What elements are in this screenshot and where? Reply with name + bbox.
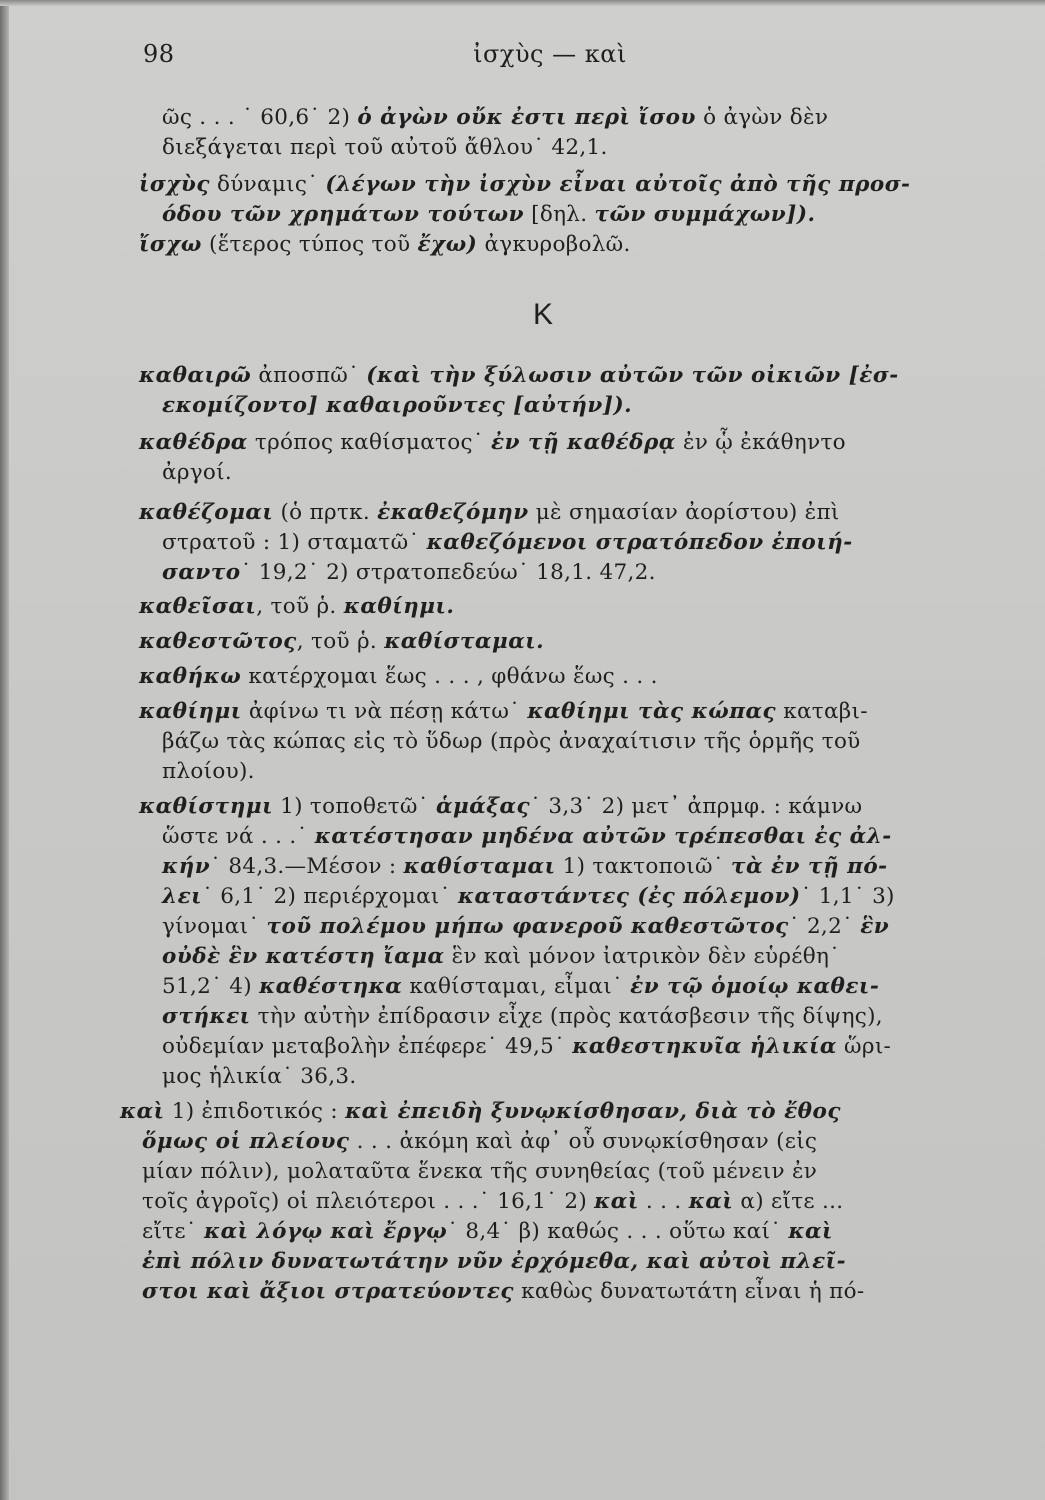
- gloss-text: ῶς . . . ˙ 60,6˙ 2): [162, 105, 358, 130]
- headword: ὅμως οἱ πλείους: [142, 1129, 350, 1154]
- gloss-text: ὁ ἀγὼν δὲν: [695, 105, 829, 130]
- text-line: [142, 1247, 846, 1277]
- gloss-text: . . .: [638, 1189, 689, 1214]
- headword: καὶ: [120, 1099, 165, 1124]
- gloss-text: α) εἴτε ...: [733, 1189, 844, 1214]
- gloss-text: [δηλ.: [524, 202, 595, 227]
- headword: καθίημι τὰς κώπας: [527, 699, 777, 724]
- text-line: [139, 627, 544, 657]
- text-line: [162, 852, 888, 882]
- text-line: [139, 662, 658, 692]
- headword: καὶ λόγῳ καὶ ἔργῳ: [204, 1219, 448, 1244]
- headword: καθεστῶτος: [139, 629, 297, 654]
- headword: κατέστησαν μηδένα αὐτῶν τρέπεσθαι ἐς ἀλ-: [314, 824, 892, 849]
- headword: καθίσταμαι.: [384, 629, 545, 654]
- gloss-text: ˙ 2,2˙: [788, 914, 861, 939]
- gloss-text: 51,2˙ 4): [162, 974, 260, 999]
- text-line: [162, 200, 816, 230]
- gloss-text: γίνομαι˙: [162, 914, 267, 939]
- gloss-text: 1) τακτοποιῶ˙: [555, 854, 732, 879]
- headword: ἁμάξας: [435, 794, 531, 819]
- text-line: [139, 361, 899, 391]
- text-line: [162, 972, 879, 1002]
- headword: καθίσταμαι: [403, 854, 556, 879]
- section-letter: Κ: [533, 298, 554, 331]
- text-line: [142, 1127, 817, 1157]
- headword: τὰ ἐν τῇ πό-: [731, 854, 888, 879]
- gloss-text: ˙ 19,2˙ 2) στρατοπεδεύω˙ 18,1. 47,2.: [240, 560, 656, 585]
- text-line: [139, 792, 862, 822]
- headword: καθίστημι: [139, 794, 273, 819]
- gloss-text: ἀφίνω τι νὰ πέσῃ κάτω˙: [241, 699, 528, 724]
- headword: καθέζομαι: [139, 500, 274, 525]
- text-line: [162, 1002, 883, 1032]
- headword: (λέγων τὴν ἰσχὺν εἶναι αὐτοῖς ἀπὸ τῆς προσ-: [325, 172, 911, 197]
- text-line: [162, 727, 861, 757]
- text-line: [162, 558, 656, 588]
- text-line: [162, 822, 892, 852]
- text-line: [139, 428, 846, 458]
- headword: ἔχω): [417, 232, 478, 257]
- gloss-text: τρόπος καθίσματος˙: [247, 430, 491, 455]
- headword: ἐκαθεζόμην: [377, 500, 529, 525]
- headword: καθίημι.: [343, 594, 455, 619]
- headword: λει: [162, 884, 203, 909]
- gloss-text: βάζω τὰς κώπας εἰς τὸ ὕδωρ (πρὸς ἀναχαίτισιν τῆς ὁρμῆς τοῦ: [162, 729, 861, 754]
- gloss-text: , τοῦ ῥ.: [256, 594, 344, 619]
- gloss-text: μος ἡλικία˙ 36,3.: [162, 1064, 357, 1089]
- gloss-text: ἐν ᾧ ἐκάθηντο: [675, 430, 846, 455]
- headword: όδου τῶν χρημάτων τούτων: [162, 202, 525, 227]
- headword: καθεζόμενοι στρατόπεδον ἐποιή-: [426, 530, 853, 555]
- gloss-text: στρατοῦ : 1) σταματῶ˙: [162, 530, 427, 555]
- gloss-text: ὥστε νά . . .˙: [162, 824, 315, 849]
- headword: καὶ: [594, 1189, 639, 1214]
- headword: καθέστηκα: [259, 974, 403, 999]
- text-line: [142, 1187, 843, 1217]
- headword: τῶν συμμάχων]).: [594, 202, 816, 227]
- gloss-text: ἀποσπῶ˙: [251, 363, 367, 388]
- text-line: [162, 103, 828, 133]
- headword: (καὶ τὴν ξύλωσιν αὐτῶν τῶν οἰκιῶν [ἐσ-: [366, 363, 899, 388]
- gloss-text: ἓν καὶ μόνον ἰατρικὸν δὲν εὑρέθη˙: [444, 944, 841, 969]
- headword: καθαιρῶ: [139, 363, 252, 388]
- text-line: [139, 498, 840, 528]
- headword: ἰσχὺς: [139, 172, 210, 197]
- gloss-text: καταβι-: [776, 699, 868, 724]
- headword: κήν: [162, 854, 211, 879]
- headword: εκομίζοντο] καθαιροῦντες [αὐτήν]).: [162, 393, 633, 418]
- text-line: [142, 1217, 833, 1247]
- headword: σαντο: [162, 560, 241, 585]
- gloss-text: 1) τοποθετῶ˙: [273, 794, 436, 819]
- headword: καὶ: [688, 1189, 734, 1214]
- gloss-text: (ὁ πρτκ.: [273, 500, 378, 525]
- gloss-text: τὴν αὐτὴν ἐπίδρασιν εἶχε (πρὸς κατάσβεσιν τῆς δίψης),: [250, 1004, 883, 1029]
- text-line: [162, 757, 255, 787]
- page-number: 98: [143, 40, 175, 68]
- gloss-text: ἀργοί.: [162, 460, 233, 485]
- gloss-text: ὥρι-: [836, 1034, 892, 1059]
- headword: καὶ ἐπειδὴ ξυνῳκίσθησαν, διὰ τὸ ἔθος: [345, 1099, 841, 1124]
- headword: καθεῖσαι: [139, 594, 257, 619]
- text-line: [142, 1157, 817, 1187]
- headword: ἐν τῇ καθέδρᾳ: [491, 430, 676, 455]
- text-line: [162, 1032, 891, 1062]
- gloss-text: διεξάγεται περὶ τοῦ αὐτοῦ ἄθλου˙ 42,1.: [162, 135, 608, 160]
- headword: στήκει: [162, 1004, 251, 1029]
- running-head: ἰσχὺς — καὶ: [473, 40, 627, 68]
- page-shadow-top: [0, 0, 1045, 6]
- gloss-text: ˙ 6,1˙ 2) περιέρχομαι˙: [202, 884, 458, 909]
- gloss-text: τοῖς ἀγροῖς) οἱ πλειότεροι . . .˙ 16,1˙ 2): [142, 1189, 595, 1214]
- gloss-text: εἴτε˙: [142, 1219, 204, 1244]
- gloss-text: καθὼς δυνατωτάτη εἶναι ἡ πό-: [514, 1279, 865, 1304]
- headword: ἐπὶ πόλιν δυνατωτάτην νῦν ἐρχόμεθα, καὶ αὐτοὶ πλεῖ-: [142, 1249, 846, 1274]
- gloss-text: ˙ 3,3˙ 2) μετ᾽ ἀπρμφ. : κάμνω: [530, 794, 863, 819]
- headword: ἐν τῷ ὁμοίῳ καθει-: [630, 974, 880, 999]
- text-line: [139, 230, 631, 260]
- gloss-text: . . . ἀκόμη καὶ ἀφ᾽ οὗ συνῳκίσθησαν (εἰς: [349, 1129, 818, 1154]
- text-line: [120, 1097, 841, 1127]
- gloss-text: οὐδεμίαν μεταβολὴν ἐπέφερε˙ 49,5˙: [162, 1034, 573, 1059]
- headword: οὐδὲ ἓν κατέστη ἴαμα: [162, 944, 445, 969]
- gloss-text: μὲ σημασίαν ἀορίστου) ἐπὶ: [528, 500, 840, 525]
- headword: στοι καὶ ἄξιοι στρατεύοντες: [142, 1279, 515, 1304]
- gloss-text: μίαν πόλιν), μολαταῦτα ἕνεκα τῆς συνηθείας (τοῦ μένειν ἐν: [142, 1159, 818, 1184]
- gloss-text: ˙ 84,3.—Μέσον :: [210, 854, 404, 879]
- text-line: [162, 1062, 357, 1092]
- gloss-text: ˙ 1,1˙ 3): [800, 884, 895, 909]
- text-line: [162, 912, 889, 942]
- headword: καὶ: [788, 1219, 833, 1244]
- headword: καθήκω: [139, 664, 242, 689]
- text-line: [142, 1277, 864, 1307]
- gloss-text: καθίσταμαι, εἶμαι˙: [402, 974, 631, 999]
- gloss-text: δύναμις˙: [209, 172, 326, 197]
- gloss-text: ἀγκυροβολῶ.: [477, 232, 631, 257]
- gloss-text: (ἕτερος τύπος τοῦ: [201, 232, 418, 257]
- gloss-text: κατέρχομαι ἕως . . . , φθάνω ἕως . . .: [241, 664, 658, 689]
- headword: τοῦ πολέμου μήπω φανεροῦ καθεστῶτος: [266, 914, 789, 939]
- headword: ἓν: [860, 914, 890, 939]
- headword: καταστάντες (ἐς πόλεμον): [457, 884, 801, 909]
- gloss-text: , τοῦ ῥ.: [296, 629, 385, 654]
- gloss-text: ˙ 8,4˙ β) καθώς . . . οὕτω καί˙: [447, 1219, 789, 1244]
- text-line: [139, 170, 910, 200]
- headword: καθέδρα: [139, 430, 248, 455]
- text-line: [162, 133, 608, 163]
- headword: καθίημι: [139, 699, 242, 724]
- headword: ὁ ἀγὼν οὔκ ἐστι περὶ ἴσου: [357, 105, 696, 130]
- text-line: [162, 391, 632, 421]
- headword: ἴσχω: [139, 232, 202, 257]
- text-line: [162, 458, 232, 488]
- text-line: [139, 697, 868, 727]
- headword: καθεστηκυῖα ἡλικία: [572, 1034, 837, 1059]
- gloss-text: 1) ἐπιδοτικός :: [164, 1099, 346, 1124]
- text-line: [162, 942, 840, 972]
- text-line: [139, 592, 454, 622]
- text-line: [162, 528, 853, 558]
- page-shadow-left: [0, 0, 9, 1500]
- text-line: [162, 882, 895, 912]
- gloss-text: πλοίου).: [162, 759, 255, 784]
